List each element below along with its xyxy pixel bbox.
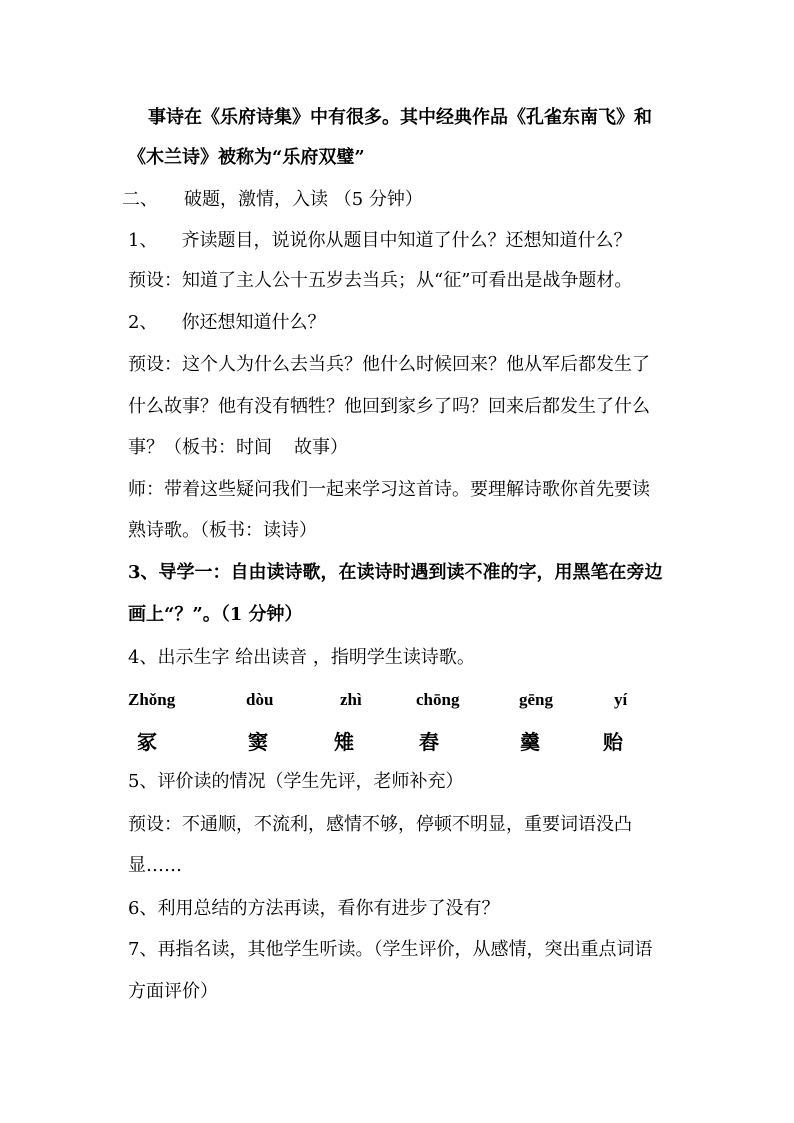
board-note-time: 事？（板书：时间 bbox=[128, 437, 272, 458]
preset-5-line-2: 显…… bbox=[128, 855, 182, 876]
item-2-text: 你还想知道什么？ bbox=[181, 312, 326, 333]
preset-2-line-3 bbox=[128, 436, 348, 460]
char-5: 羹 bbox=[520, 730, 540, 754]
item-6: 6、利用总结的方法再读，看你有进步了没有？ bbox=[128, 898, 500, 919]
pinyin-2: dòu bbox=[246, 690, 274, 709]
char-2: 窦 bbox=[248, 730, 268, 754]
board-note-story: 故事） bbox=[294, 437, 348, 458]
section-2-heading bbox=[122, 188, 423, 212]
item-7-line-1: 7、再指名读，其他学生听读。（学生评价，从感情，突出重点词语 bbox=[128, 939, 653, 960]
preset-5-line-1: 预设：不通顺，不流利，感情不够，停顿不明显，重要词语没凸 bbox=[128, 814, 632, 835]
item-1-text: 齐读题目，说说你从题目中知道了什么？还想知道什么？ bbox=[181, 230, 632, 251]
item-3-line-1: 3、导学一：自由读诗歌，在读诗时遇到读不准的字，用黑笔在旁边 bbox=[128, 562, 663, 583]
item-7-line-2: 方面评价） bbox=[128, 981, 218, 1002]
preset-2-line-2: 什么故事？他有没有牺牲？他回到家乡了吗？回来后都发生了什么 bbox=[128, 396, 650, 417]
pinyin-1: Zhǒng bbox=[128, 690, 176, 709]
pinyin-4: chōng bbox=[416, 690, 460, 709]
intro-line-2: 《木兰诗》被称为“乐府双璧” bbox=[128, 147, 365, 168]
item-3-line-2: 画上“？”。（1 分钟） bbox=[128, 604, 303, 625]
section-number: 二、 bbox=[122, 189, 158, 210]
char-6: 贻 bbox=[603, 730, 623, 754]
item-1 bbox=[128, 229, 631, 253]
char-1: 冢 bbox=[137, 730, 157, 754]
pinyin-5: gēng bbox=[519, 690, 553, 709]
teacher-line-2: 熟诗歌。（板书：读诗） bbox=[128, 520, 317, 541]
intro-line-1: 事诗在《乐府诗集》中有很多。其中经典作品《孔雀东南飞》和 bbox=[148, 107, 652, 128]
pinyin-6: yí bbox=[614, 690, 628, 709]
item-4: 4、出示生字 给出读音 ，指明学生读诗歌。 bbox=[128, 647, 475, 668]
item-2-number: 2、 bbox=[128, 312, 158, 333]
item-2 bbox=[128, 311, 325, 335]
item-1-number: 1、 bbox=[128, 230, 158, 251]
item-5: 5、评价读的情况（学生先评，老师补充） bbox=[128, 771, 464, 792]
section-title: 破题，激情，入读 （5 分钟） bbox=[184, 189, 423, 210]
teacher-line-1: 师：带着这些疑问我们一起来学习这首诗。要理解诗歌你首先要读 bbox=[128, 479, 650, 500]
preset-2-line-1: 预设：这个人为什么去当兵？他什么时候回来？他从军后都发生了 bbox=[128, 354, 650, 375]
pinyin-3: zhì bbox=[340, 690, 362, 709]
preset-1: 预设：知道了主人公十五岁去当兵；从“征”可看出是战争题材。 bbox=[128, 270, 633, 291]
char-3: 雉 bbox=[334, 730, 354, 754]
char-4: 舂 bbox=[419, 730, 439, 754]
